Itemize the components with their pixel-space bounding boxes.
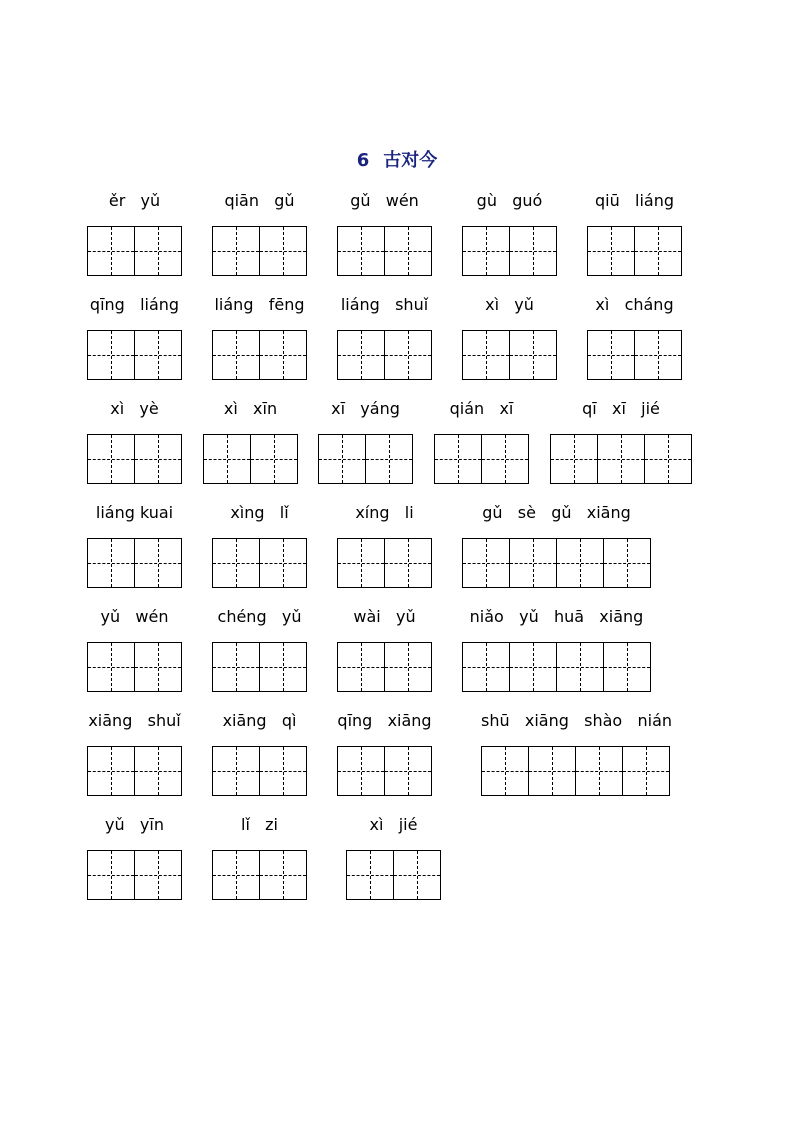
pinyin-text: chéng yǔ (217, 607, 302, 626)
writing-cell[interactable] (87, 538, 135, 588)
pinyin-text: qīng xiāng (337, 711, 432, 730)
pinyin-text: yǔ wén (100, 607, 169, 626)
writing-cell[interactable] (509, 226, 557, 276)
writing-cell[interactable] (644, 434, 692, 484)
tianzige-boxes (87, 538, 182, 588)
pinyin-text: xì yè (110, 399, 159, 418)
tianzige-boxes (87, 434, 182, 484)
pinyin-text: shū xiāng shào nián (481, 711, 673, 730)
writing-cell[interactable] (434, 434, 482, 484)
pinyin-text: qiān gǔ (224, 191, 295, 210)
writing-cell[interactable] (462, 226, 510, 276)
tianzige-boxes (337, 538, 432, 588)
pinyin-text: liáng kuai (95, 503, 174, 522)
writing-cell[interactable] (528, 746, 576, 796)
pinyin-text: ěr yǔ (108, 191, 161, 210)
pinyin-text: xiāng qì (222, 711, 297, 730)
writing-cell[interactable] (87, 850, 135, 900)
pinyin-text: xì jié (369, 815, 418, 834)
tianzige-boxes (462, 538, 651, 588)
tianzige-boxes (337, 746, 432, 796)
writing-cell[interactable] (212, 330, 260, 380)
writing-cell[interactable] (212, 538, 260, 588)
writing-cell[interactable] (337, 642, 385, 692)
pinyin-text: liáng fēng (214, 295, 305, 314)
writing-cell[interactable] (346, 850, 394, 900)
pinyin-text: xī yáng (331, 399, 400, 418)
tianzige-boxes (212, 642, 307, 692)
tianzige-boxes (434, 434, 529, 484)
writing-cell[interactable] (556, 538, 604, 588)
writing-cell[interactable] (259, 850, 307, 900)
tianzige-boxes (212, 538, 307, 588)
tianzige-boxes (318, 434, 413, 484)
pinyin-text: xì yǔ (485, 295, 534, 314)
writing-cell[interactable] (87, 226, 135, 276)
lesson-number: 6 (356, 150, 370, 171)
writing-cell[interactable] (87, 642, 135, 692)
tianzige-boxes (212, 226, 307, 276)
writing-cell[interactable] (87, 330, 135, 380)
writing-cell[interactable] (481, 746, 529, 796)
writing-cell[interactable] (134, 538, 182, 588)
writing-cell[interactable] (550, 434, 598, 484)
writing-cell[interactable] (318, 434, 366, 484)
pinyin-text: wài yǔ (353, 607, 416, 626)
tianzige-boxes (87, 642, 182, 692)
writing-cell[interactable] (384, 226, 432, 276)
writing-cell[interactable] (212, 642, 260, 692)
writing-cell[interactable] (384, 642, 432, 692)
writing-cell[interactable] (603, 538, 651, 588)
pinyin-text: xíng li (355, 503, 414, 522)
writing-cell[interactable] (259, 330, 307, 380)
writing-cell[interactable] (337, 746, 385, 796)
writing-cell[interactable] (134, 330, 182, 380)
tianzige-boxes (212, 746, 307, 796)
pinyin-text: liáng shuǐ (340, 295, 429, 314)
tianzige-boxes (587, 330, 682, 380)
writing-cell[interactable] (384, 330, 432, 380)
writing-cell[interactable] (393, 850, 441, 900)
writing-cell[interactable] (134, 226, 182, 276)
writing-cell[interactable] (250, 434, 298, 484)
tianzige-boxes (87, 226, 182, 276)
tianzige-boxes (587, 226, 682, 276)
writing-cell[interactable] (212, 226, 260, 276)
tianzige-boxes (337, 330, 432, 380)
writing-cell[interactable] (556, 642, 604, 692)
tianzige-boxes (346, 850, 441, 900)
writing-cell[interactable] (337, 330, 385, 380)
writing-cell[interactable] (134, 850, 182, 900)
writing-cell[interactable] (603, 642, 651, 692)
writing-cell[interactable] (87, 746, 135, 796)
writing-cell[interactable] (259, 538, 307, 588)
pinyin-text: xì cháng (595, 295, 674, 314)
tianzige-boxes (87, 746, 182, 796)
writing-cell[interactable] (622, 746, 670, 796)
tianzige-boxes (337, 642, 432, 692)
writing-cell[interactable] (212, 850, 260, 900)
writing-cell[interactable] (462, 642, 510, 692)
tianzige-boxes (462, 642, 651, 692)
writing-cell[interactable] (337, 226, 385, 276)
pinyin-text: xiāng shuǐ (88, 711, 181, 730)
writing-cell[interactable] (87, 434, 135, 484)
writing-cell[interactable] (587, 226, 635, 276)
pinyin-text: xì xīn (223, 399, 278, 418)
pinyin-text: gù guó (476, 191, 543, 210)
pinyin-text: niǎo yǔ huā xiāng (469, 607, 644, 626)
tianzige-boxes (462, 330, 557, 380)
writing-cell[interactable] (634, 330, 682, 380)
tianzige-boxes (212, 850, 307, 900)
tianzige-boxes (462, 226, 557, 276)
writing-cell[interactable] (365, 434, 413, 484)
tianzige-boxes (481, 746, 670, 796)
writing-cell[interactable] (634, 226, 682, 276)
pinyin-text: qīng liáng (89, 295, 180, 314)
writing-cell[interactable] (509, 642, 557, 692)
pinyin-text: qián xī (449, 399, 514, 418)
writing-cell[interactable] (259, 226, 307, 276)
writing-cell[interactable] (203, 434, 251, 484)
tianzige-boxes (212, 330, 307, 380)
pinyin-text: lǐ zi (241, 815, 278, 834)
pinyin-text: yǔ yīn (105, 815, 164, 834)
pinyin-text: xìng lǐ (230, 503, 289, 522)
pinyin-text: qī xī jié (582, 399, 660, 418)
writing-cell[interactable] (509, 330, 557, 380)
pinyin-text: gǔ wén (350, 191, 419, 210)
pinyin-text: gǔ sè gǔ xiāng (482, 503, 631, 522)
lesson-name: 古对今 (383, 150, 438, 171)
writing-cell[interactable] (509, 538, 557, 588)
tianzige-boxes (550, 434, 692, 484)
writing-cell[interactable] (384, 746, 432, 796)
pinyin-text: qiū liáng (595, 191, 674, 210)
writing-cell[interactable] (134, 434, 182, 484)
tianzige-boxes (337, 226, 432, 276)
writing-cell[interactable] (259, 746, 307, 796)
writing-cell[interactable] (384, 538, 432, 588)
writing-cell[interactable] (212, 746, 260, 796)
tianzige-boxes (203, 434, 298, 484)
writing-cell[interactable] (597, 434, 645, 484)
writing-cell[interactable] (259, 642, 307, 692)
writing-cell[interactable] (134, 746, 182, 796)
tianzige-boxes (87, 850, 182, 900)
writing-cell[interactable] (587, 330, 635, 380)
tianzige-boxes (87, 330, 182, 380)
writing-cell[interactable] (481, 434, 529, 484)
writing-cell[interactable] (134, 642, 182, 692)
writing-cell[interactable] (462, 538, 510, 588)
writing-cell[interactable] (575, 746, 623, 796)
lesson-title (0, 146, 794, 172)
writing-cell[interactable] (462, 330, 510, 380)
writing-cell[interactable] (337, 538, 385, 588)
